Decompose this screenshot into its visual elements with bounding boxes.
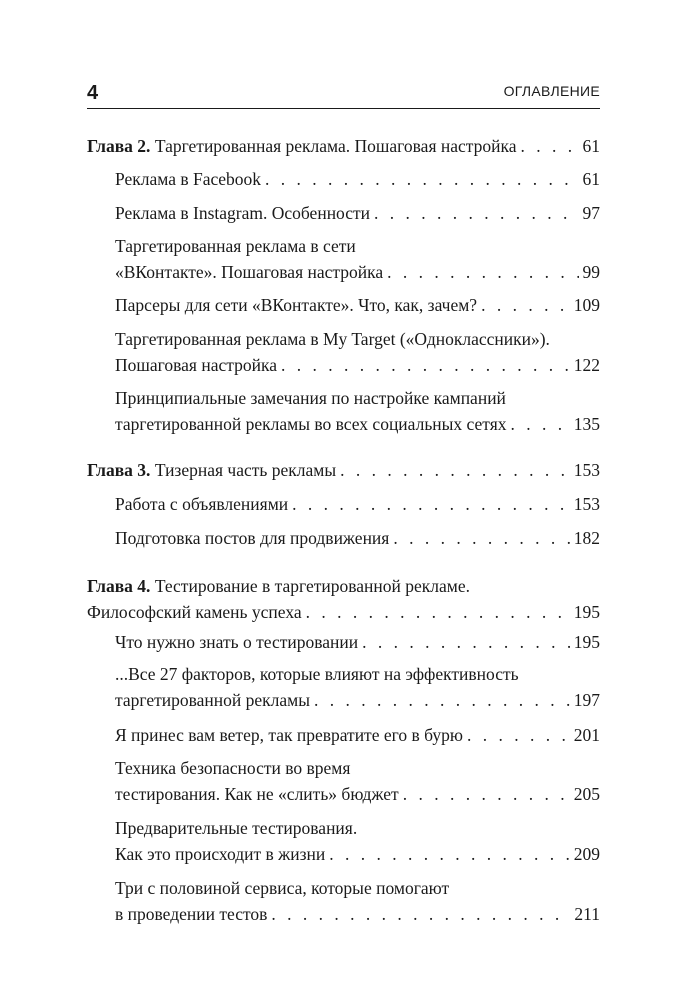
chapter-label: Глава 3.: [87, 460, 151, 480]
chapter-label: Глава 2.: [87, 136, 151, 156]
dot-leader: [374, 200, 578, 226]
toc-entry[interactable]: [115, 722, 600, 748]
dot-leader: [314, 687, 570, 713]
chapter-title: Таргетированная реклама. Пошаговая настройка: [154, 136, 517, 156]
page-ref: 122: [573, 355, 600, 375]
toc-entry[interactable]: [115, 233, 600, 285]
entry-title-line-1: Техника безопасности во время: [115, 758, 351, 778]
page-ref: 153: [573, 494, 600, 514]
chapter-title-line-2: Философский камень успеха: [87, 602, 302, 622]
running-head: ОГЛАВЛЕНИЕ: [503, 83, 600, 99]
dot-leader: [306, 599, 570, 625]
entry-title-line-1: Предварительные тестирования.: [115, 818, 358, 838]
toc-chapter-2[interactable]: [87, 133, 600, 159]
entry-title-line-2: тестирования. Как не «слить» бюджет: [115, 784, 399, 804]
entry-title-line-2: «ВКонтакте». Пошаговая настройка: [115, 262, 384, 282]
page-header: [87, 78, 600, 109]
page-ref: 182: [573, 528, 600, 548]
entry-title: Реклама в Facebook: [115, 169, 262, 189]
entry-title: Работа с объявлениями: [115, 494, 289, 514]
toc-entry[interactable]: [115, 385, 600, 437]
entry-title-line-2: в проведении тестов: [115, 904, 268, 924]
entry-title: Что нужно знать о тестировании: [115, 632, 359, 652]
page-ref: 209: [573, 844, 600, 864]
page-ref: 99: [582, 262, 600, 282]
toc-chapter-4[interactable]: [87, 573, 600, 625]
dot-leader: [387, 259, 578, 285]
page-ref: 205: [573, 784, 600, 804]
dot-leader: [362, 629, 570, 655]
entry-title: Подготовка постов для продвижения: [115, 528, 390, 548]
toc-entry[interactable]: [115, 491, 600, 517]
entry-title: Реклама в Instagram. Особенности: [115, 203, 371, 223]
toc-entry[interactable]: [115, 525, 600, 551]
entry-title-line-1: Таргетированная реклама в My Target («Одноклассники»).: [115, 329, 550, 349]
page-ref: 97: [582, 203, 600, 223]
toc-entry[interactable]: [115, 875, 600, 927]
toc-entry[interactable]: [115, 815, 600, 867]
page-ref: 197: [573, 690, 600, 710]
entry-title-line-2: Как это происходит в жизни: [115, 844, 326, 864]
dot-leader: [521, 133, 579, 159]
toc-entry[interactable]: [115, 292, 600, 318]
dot-leader: [340, 457, 570, 483]
dot-leader: [329, 841, 569, 867]
entry-title-line-1: ...Все 27 факторов, которые влияют на эффективность: [115, 664, 519, 684]
dot-leader: [292, 491, 570, 517]
page-ref: 153: [573, 460, 600, 480]
entry-title-line-1: Принципиальные замечания по настройке кампаний: [115, 388, 506, 408]
page-ref: 211: [574, 904, 600, 924]
page-ref: 109: [573, 295, 600, 315]
chapter-title: Тизерная часть рекламы: [154, 460, 337, 480]
entry-title: Я принес вам ветер, так превратите его в бурю: [115, 725, 463, 745]
entry-title-line-2: Пошаговая настройка: [115, 355, 277, 375]
page-ref: 195: [573, 602, 600, 622]
entry-title-line-1: Три с половиной сервиса, которые помогают: [115, 878, 450, 898]
page-ref: 135: [573, 414, 600, 434]
dot-leader: [265, 166, 578, 192]
toc-entry[interactable]: [115, 326, 600, 378]
toc-chapter-3[interactable]: [87, 457, 600, 483]
entry-title-line-2: таргетированной рекламы: [115, 690, 310, 710]
entry-title: Парсеры для сети «ВКонтакте». Что, как, зачем?: [115, 295, 478, 315]
page-number: 4: [87, 82, 99, 104]
chapter-label: Глава 4.: [87, 576, 151, 596]
toc-entry[interactable]: [115, 629, 600, 655]
page-ref: 61: [582, 169, 600, 189]
toc-entry[interactable]: [115, 661, 600, 713]
chapter-title-line-1: Тестирование в таргетированной рекламе.: [154, 576, 470, 596]
dot-leader: [393, 525, 569, 551]
toc-entry[interactable]: [115, 200, 600, 226]
dot-leader: [511, 411, 570, 437]
dot-leader: [467, 722, 570, 748]
dot-leader: [403, 781, 570, 807]
entry-title-line-2: таргетированной рекламы во всех социальных сетях: [115, 414, 507, 434]
dot-leader: [481, 292, 570, 318]
dot-leader: [271, 901, 570, 927]
page-ref: 195: [573, 632, 600, 652]
dot-leader: [281, 352, 570, 378]
entry-title-line-1: Таргетированная реклама в сети: [115, 236, 356, 256]
toc-entry[interactable]: [115, 755, 600, 807]
page-ref: 201: [573, 725, 600, 745]
toc-entry[interactable]: [115, 166, 600, 192]
page-ref: 61: [582, 136, 600, 156]
